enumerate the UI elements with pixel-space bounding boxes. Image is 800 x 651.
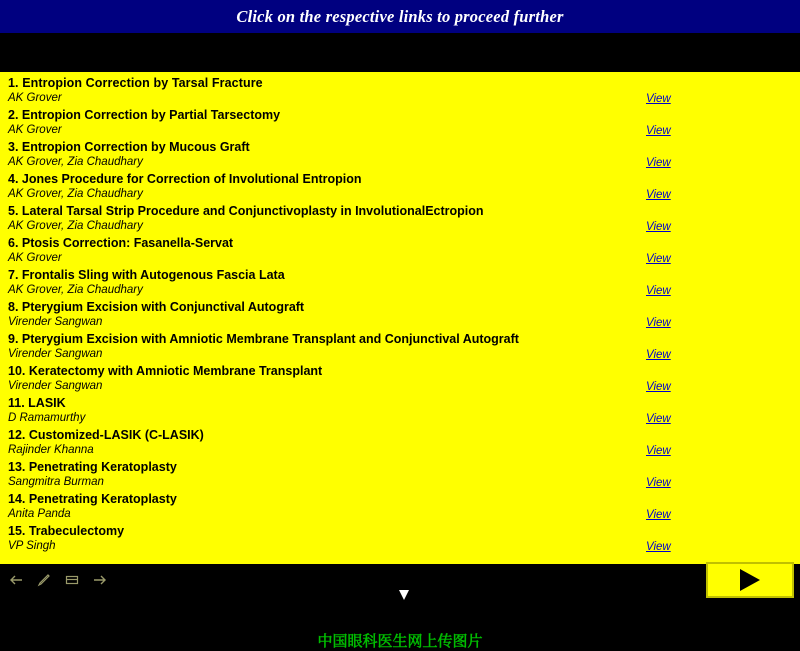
view-link[interactable]: View — [646, 381, 671, 393]
entry-title: 7. Frontalis Sling with Autogenous Fascia Lata — [8, 268, 285, 282]
entry-author: AK Grover, Zia Chaudhary — [8, 188, 143, 200]
page-title: Click on the respective links to proceed further — [236, 6, 564, 26]
entry-title: 11. LASIK — [8, 396, 66, 410]
next-arrow-icon — [740, 569, 760, 591]
entry-title: 5. Lateral Tarsal Strip Procedure and Conjunctivoplasty in InvolutionalEctropion — [8, 204, 484, 218]
entry-author: Anita Panda — [8, 508, 71, 520]
view-link[interactable]: View — [646, 509, 671, 521]
entry-author: AK Grover, Zia Chaudhary — [8, 156, 143, 168]
entry-title: 3. Entropion Correction by Mucous Graft — [8, 140, 250, 154]
forward-arrow-icon[interactable] — [92, 572, 108, 588]
entry-title: 15. Trabeculectomy — [8, 524, 125, 538]
view-link[interactable]: View — [646, 221, 671, 233]
list-item[interactable] — [0, 264, 800, 296]
entry-author: D Ramamurthy — [8, 412, 86, 424]
procedure-list — [0, 72, 800, 552]
list-item[interactable] — [0, 488, 800, 520]
slideshow-toolbar — [8, 572, 108, 588]
entry-title: 12. Customized-LASIK (C-LASIK) — [8, 428, 204, 442]
list-item[interactable] — [0, 136, 800, 168]
view-link[interactable]: View — [646, 317, 671, 329]
view-link[interactable]: View — [646, 125, 671, 137]
entry-title: 13. Penetrating Keratoplasty — [8, 460, 177, 474]
entry-title: 2. Entropion Correction by Partial Tarsectomy — [8, 108, 281, 122]
notes-icon[interactable] — [64, 572, 80, 588]
header-banner — [0, 0, 800, 33]
list-item[interactable] — [0, 72, 800, 104]
list-item[interactable] — [0, 104, 800, 136]
list-item[interactable] — [0, 360, 800, 392]
entry-title: 1. Entropion Correction by Tarsal Fracture — [8, 76, 263, 90]
view-link[interactable]: View — [646, 285, 671, 297]
entry-title: 9. Pterygium Excision with Amniotic Membrane Transplant and Conjunctival Autograft — [8, 332, 519, 346]
view-link[interactable]: View — [646, 413, 671, 425]
list-item[interactable] — [0, 456, 800, 488]
list-item[interactable] — [0, 328, 800, 360]
entry-author: AK Grover, Zia Chaudhary — [8, 284, 143, 296]
entry-author: Virender Sangwan — [8, 348, 103, 360]
pen-icon[interactable] — [36, 572, 52, 588]
list-item[interactable] — [0, 392, 800, 424]
entry-author: AK Grover — [8, 252, 62, 264]
entry-author: VP Singh — [8, 540, 56, 552]
entry-author: Virender Sangwan — [8, 316, 103, 328]
list-item[interactable] — [0, 168, 800, 200]
watermark-text: 中国眼科医生网上传图片 — [317, 632, 483, 650]
back-arrow-icon[interactable] — [8, 572, 24, 588]
entry-author: Sangmitra Burman — [8, 476, 104, 488]
list-item[interactable] — [0, 200, 800, 232]
content-panel — [0, 72, 800, 650]
view-link[interactable]: View — [646, 253, 671, 265]
view-link[interactable]: View — [646, 349, 671, 361]
view-link[interactable]: View — [646, 93, 671, 105]
entry-title: 10. Keratectomy with Amniotic Membrane Transplant — [8, 364, 323, 378]
list-item[interactable] — [0, 232, 800, 264]
entry-title: 14. Penetrating Keratoplasty — [8, 492, 177, 506]
mouse-cursor — [399, 590, 409, 600]
view-link[interactable]: View — [646, 445, 671, 457]
entry-title: 8. Pterygium Excision with Conjunctival Autograft — [8, 300, 305, 314]
list-item[interactable] — [0, 424, 800, 456]
entry-author: Virender Sangwan — [8, 380, 103, 392]
entry-author: AK Grover — [8, 124, 62, 136]
view-link[interactable]: View — [646, 189, 671, 201]
next-slide-button[interactable] — [706, 562, 794, 598]
entry-title: 6. Ptosis Correction: Fasanella-Servat — [8, 236, 234, 250]
entry-author: AK Grover, Zia Chaudhary — [8, 220, 143, 232]
view-link[interactable]: View — [646, 157, 671, 169]
list-item[interactable] — [0, 296, 800, 328]
view-link[interactable]: View — [646, 541, 671, 553]
entry-author: Rajinder Khanna — [8, 444, 94, 456]
list-item[interactable] — [0, 520, 800, 552]
entry-author: AK Grover — [8, 92, 62, 104]
entry-title: 4. Jones Procedure for Correction of Involutional Entropion — [8, 172, 362, 186]
view-link[interactable]: View — [646, 477, 671, 489]
